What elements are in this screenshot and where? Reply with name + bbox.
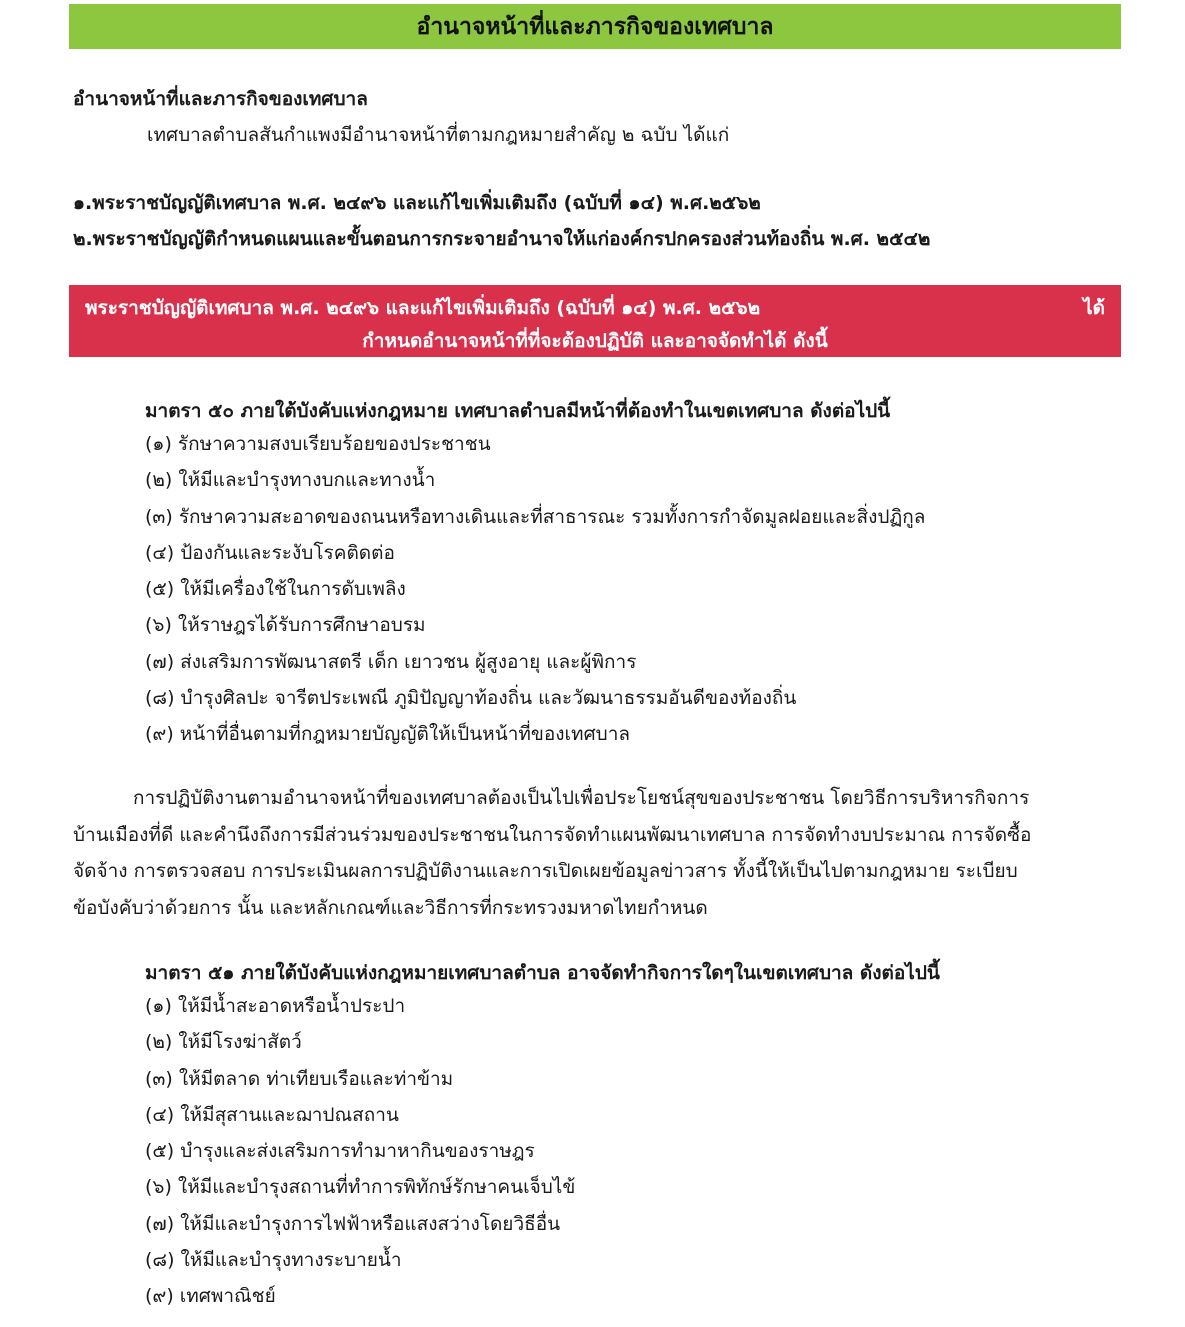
- list-item: (๓) รักษาความสะอาดของถนนหรือทางเดินและที่สาธารณะ รวมทั้งการกำจัดมูลฝอยและสิ่งปฏิกูล: [145, 505, 926, 528]
- list-item: (๑) รักษาความสงบเรียบร้อยของประชาชน: [145, 433, 491, 455]
- title-bar: [69, 4, 1121, 49]
- section-50-list: [145, 430, 925, 757]
- list-item: (๖) ให้มีและบำรุงสถานที่ทำการพิทักษ์รักษาคนเจ็บไข้: [145, 1176, 576, 1199]
- list-item: (๘) บำรุงศิลปะ จารีตประเพณี ภูมิปัญญาท้องถิ่น และวัฒนาธรรมอันดีของท้องถิ่น: [145, 687, 797, 710]
- law-item-2: ๒.พระราชบัญญัติกำหนดแผนและขั้นตอนการกระจายอำนาจให้แก่องค์กรปกครองส่วนท้องถิ่น พ.ศ. ๒๕๔๒: [73, 228, 931, 250]
- banner-line-1-end: ได้: [1083, 297, 1105, 319]
- list-item: (๔) ให้มีสุสานและฌาปณสถาน: [145, 1103, 399, 1126]
- list-item: (๘) ให้มีและบำรุงทางระบายน้ำ: [145, 1249, 402, 1272]
- list-item: (๒) ให้มีและบำรุงทางบกและทางน้ำ: [145, 469, 436, 492]
- section-51-title: มาตรา ๕๑ ภายใต้บังคับแห่งกฎหมายเทศบาลตำบล อาจจัดทำกิจการใดๆในเขตเทศบาล ดังต่อไปนี้: [145, 962, 940, 984]
- section-51-list: [145, 992, 575, 1319]
- list-item: (๙) เทศพาณิชย์: [145, 1285, 276, 1308]
- section-heading: อำนาจหน้าที่และภารกิจของเทศบาล: [73, 88, 368, 110]
- list-item: (๗) ส่งเสริมการพัฒนาสตรี เด็ก เยาวชน ผู้สูงอายุ และผู้พิการ: [145, 650, 637, 673]
- paragraph-line: จัดจ้าง การตรวจสอบ การประเมินผลการปฏิบัติงานและการเปิดเผยข้อมูลข่าวสาร ทั้งนี้ให้เป็นไปตามกฎหมาย ระเบียบ: [73, 860, 1018, 882]
- list-item: (๔) ป้องกันและระงับโรคติดต่อ: [145, 541, 395, 564]
- list-item: (๒) ให้มีโรงฆ่าสัตว์: [145, 1031, 302, 1054]
- page-title: อำนาจหน้าที่และภารกิจของเทศบาล: [416, 13, 774, 40]
- list-item: (๕) บำรุงและส่งเสริมการทำมาหากินของราษฎร: [145, 1140, 535, 1163]
- law-item-1: ๑.พระราชบัญญัติเทศบาล พ.ศ. ๒๔๙๖ และแก้ไขเพิ่มเติมถึง (ฉบับที่ ๑๔) พ.ศ.๒๕๖๒: [73, 192, 761, 214]
- paragraph-line: การปฏิบัติงานตามอำนาจหน้าที่ของเทศบาลต้องเป็นไปเพื่อประโยชน์สุขของประชาชน โดยวิธีการบริหารกิจการ: [133, 787, 1030, 809]
- list-item: (๗) ให้มีและบำรุงการไฟฟ้าหรือแสงสว่างโดยวิธีอื่น: [145, 1212, 561, 1235]
- list-item: (๖) ให้ราษฎรได้รับการศึกษาอบรม: [145, 614, 426, 637]
- paragraph-line: ข้อบังคับว่าด้วยการ นั้น และหลักเกณฑ์และวิธีการที่กระทรวงมหาดไทยกำหนด: [73, 896, 708, 919]
- governance-paragraph: [73, 784, 1121, 930]
- intro-text: เทศบาลตำบลสันกำแพงมีอำนาจหน้าที่ตามกฎหมายสำคัญ ๒ ฉบับ ได้แก่: [147, 124, 730, 146]
- list-item: (๙) หน้าที่อื่นตามที่กฎหมายบัญญัติให้เป็นหน้าที่ของเทศบาล: [145, 723, 631, 746]
- section-50-title: มาตรา ๕๐ ภายใต้บังคับแห่งกฎหมาย เทศบาลตำบลมีหน้าที่ต้องทำในเขตเทศบาล ดังต่อไปนี้: [145, 400, 891, 422]
- paragraph-line: บ้านเมืองที่ดี และคำนึงถึงการมีส่วนร่วมของประชาชนในการจัดทำแผนพัฒนาเทศบาล การจัดทำงบประมาณ การจัดซื้อ: [73, 823, 1032, 846]
- banner-line-1: พระราชบัญญัติเทศบาล พ.ศ. ๒๔๙๖ และแก้ไขเพิ่มเติมถึง (ฉบับที่ ๑๔) พ.ศ. ๒๕๖๒: [85, 297, 761, 319]
- banner-line-2: กำหนดอำนาจหน้าที่ที่จะต้องปฏิบัติ และอาจจัดทำได้ ดังนี้: [362, 330, 828, 352]
- list-item: (๓) ให้มีตลาด ท่าเทียบเรือและท่าข้าม: [145, 1067, 454, 1090]
- act-banner: [69, 285, 1121, 357]
- list-item: (๑) ให้มีน้ำสะอาดหรือน้ำประปา: [145, 995, 406, 1017]
- list-item: (๕) ให้มีเครื่องใช้ในการดับเพลิง: [145, 578, 406, 601]
